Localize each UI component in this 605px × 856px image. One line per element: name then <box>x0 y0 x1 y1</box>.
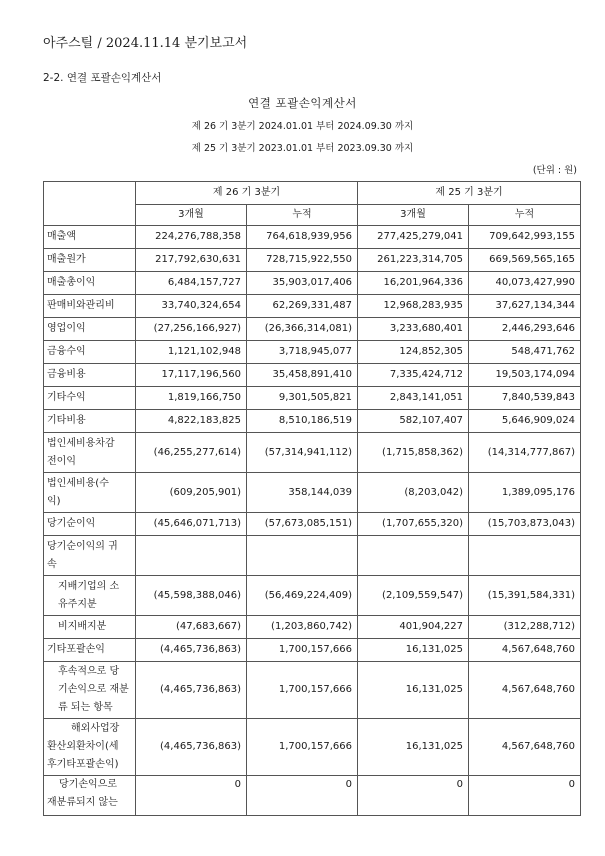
unit-label: (단위 : 원) <box>532 165 577 176</box>
row-label: 판매비와관리비 <box>44 295 136 318</box>
row-label <box>44 576 136 616</box>
cell-value: 9,301,505,821 <box>247 387 358 410</box>
cell-value: (4,465,736,863) <box>136 719 247 776</box>
table-row <box>44 364 581 387</box>
row-label: 기타비용 <box>44 410 136 433</box>
cell-value: 1,700,157,666 <box>247 662 358 719</box>
cell-value: 548,471,762 <box>469 341 581 364</box>
table-row <box>44 387 581 410</box>
cell-value: (4,465,736,863) <box>136 639 247 662</box>
header-3month-current: 3개월 <box>136 205 247 226</box>
cell-value: (4,465,736,863) <box>136 662 247 719</box>
table-row <box>44 776 581 816</box>
cell-value: (47,683,667) <box>136 616 247 639</box>
cell-value: 277,425,279,041 <box>358 226 469 249</box>
table-row <box>44 318 581 341</box>
table-row <box>44 226 581 249</box>
cell-value: 669,569,565,165 <box>469 249 581 272</box>
cell-value: 728,715,922,550 <box>247 249 358 272</box>
table-row <box>44 410 581 433</box>
row-label-line: 기손익으로 재분 <box>58 684 129 695</box>
header-corner <box>44 182 136 226</box>
cell-value: 764,618,939,956 <box>247 226 358 249</box>
table-row <box>44 513 581 536</box>
cell-value: (45,598,388,046) <box>136 576 247 616</box>
row-label-line: 후기타포괄손익) <box>47 759 119 770</box>
cell-value <box>136 536 247 576</box>
cell-value: 7,335,424,712 <box>358 364 469 387</box>
row-label: 영업이익 <box>44 318 136 341</box>
row-label-line: 후속적으로 당 <box>58 666 120 677</box>
row-label: 기타수익 <box>44 387 136 410</box>
cell-value: (46,255,277,614) <box>136 433 247 473</box>
row-label-line: 익) <box>47 495 61 507</box>
row-label <box>44 776 136 816</box>
cell-value: (57,673,085,151) <box>247 513 358 536</box>
cell-value: 12,968,283,935 <box>358 295 469 318</box>
report-header: 아주스틸 / 2024.11.14 분기보고서 <box>43 36 248 51</box>
table-row <box>44 616 581 639</box>
cell-value: 709,642,993,155 <box>469 226 581 249</box>
cell-value: (15,391,584,331) <box>469 576 581 616</box>
cell-value: 35,903,017,406 <box>247 272 358 295</box>
row-label: 매출총이익 <box>44 272 136 295</box>
cell-value: 217,792,630,631 <box>136 249 247 272</box>
row-label: 금융비용 <box>44 364 136 387</box>
cell-value: 4,567,648,760 <box>469 639 581 662</box>
cell-value: 16,131,025 <box>358 719 469 776</box>
cell-value: 17,117,196,560 <box>136 364 247 387</box>
table-row <box>44 662 581 719</box>
row-label-line: 해외사업장 <box>71 723 120 734</box>
cell-value: 16,131,025 <box>358 662 469 719</box>
row-label: 매출액 <box>44 226 136 249</box>
cell-value: (1,203,860,742) <box>247 616 358 639</box>
cell-value: (609,205,901) <box>136 473 247 513</box>
cell-value: 401,904,227 <box>358 616 469 639</box>
table-row <box>44 341 581 364</box>
cell-value: 0 <box>136 776 247 816</box>
cell-value <box>247 536 358 576</box>
cell-value: (1,707,655,320) <box>358 513 469 536</box>
period-current: 제 26 기 3분기 2024.01.01 부터 2024.09.30 까지 <box>191 121 414 132</box>
cell-value: (57,314,941,112) <box>247 433 358 473</box>
row-label: 금융수익 <box>44 341 136 364</box>
cell-value: 16,131,025 <box>358 639 469 662</box>
row-label-line: 당기손익으로 <box>59 779 117 790</box>
table-row <box>44 473 581 513</box>
cell-value: 40,073,427,990 <box>469 272 581 295</box>
period-prior: 제 25 기 3분기 2023.01.01 부터 2023.09.30 까지 <box>191 143 414 154</box>
cell-value: (26,366,314,081) <box>247 318 358 341</box>
table-row <box>44 719 581 776</box>
cell-value: 37,627,134,344 <box>469 295 581 318</box>
cell-value: 0 <box>469 776 581 816</box>
row-label <box>44 473 136 513</box>
row-label-line: 지배기업의 소 <box>58 580 120 592</box>
cell-value: 1,819,166,750 <box>136 387 247 410</box>
cell-value: 7,840,539,843 <box>469 387 581 410</box>
row-label <box>44 536 136 576</box>
cell-value: 124,852,305 <box>358 341 469 364</box>
row-label-line: 재분류되지 않는 <box>47 797 118 808</box>
cell-value: 1,700,157,666 <box>247 719 358 776</box>
row-label-line: 당기순이익의 귀 <box>47 540 118 552</box>
cell-value: 0 <box>358 776 469 816</box>
cell-value: 0 <box>247 776 358 816</box>
table-row <box>44 249 581 272</box>
row-label-line: 환산외환차이(세 <box>47 741 119 752</box>
table-row <box>44 272 581 295</box>
cell-value: 1,700,157,666 <box>247 639 358 662</box>
cell-value: 2,446,293,646 <box>469 318 581 341</box>
row-label-line: 법인세비용차감 <box>47 437 115 449</box>
cell-value: 6,484,157,727 <box>136 272 247 295</box>
table-row <box>44 433 581 473</box>
cell-value: 4,567,648,760 <box>469 662 581 719</box>
cell-value: 8,510,186,519 <box>247 410 358 433</box>
header-cumulative-current: 누적 <box>247 205 358 226</box>
cell-value: (15,703,873,043) <box>469 513 581 536</box>
header-row-groups <box>44 182 581 205</box>
cell-value: 5,646,909,024 <box>469 410 581 433</box>
row-label: 비지배지분 <box>44 616 136 639</box>
header-cumulative-prior: 누적 <box>469 205 581 226</box>
row-label-line: 유주지분 <box>58 598 97 610</box>
cell-value: 1,121,102,948 <box>136 341 247 364</box>
row-label: 매출원가 <box>44 249 136 272</box>
table-row <box>44 639 581 662</box>
row-label-line: 류 되는 항목 <box>58 702 113 713</box>
table-row <box>44 576 581 616</box>
cell-value: (312,288,712) <box>469 616 581 639</box>
statement-title: 연결 포괄손익계산서 <box>248 96 357 110</box>
row-label <box>44 662 136 719</box>
cell-value: 62,269,331,487 <box>247 295 358 318</box>
cell-value: (1,715,858,362) <box>358 433 469 473</box>
cell-value: 35,458,891,410 <box>247 364 358 387</box>
header-3month-prior: 3개월 <box>358 205 469 226</box>
header-group-prior: 제 25 기 3분기 <box>358 182 581 205</box>
row-label-line: 속 <box>47 558 57 570</box>
cell-value <box>469 536 581 576</box>
row-label <box>44 719 136 776</box>
cell-value: 358,144,039 <box>247 473 358 513</box>
cell-value: 19,503,174,094 <box>469 364 581 387</box>
cell-value: 582,107,407 <box>358 410 469 433</box>
header-group-current: 제 26 기 3분기 <box>136 182 358 205</box>
cell-value: 4,567,648,760 <box>469 719 581 776</box>
income-statement-table <box>43 181 581 816</box>
cell-value: 2,843,141,051 <box>358 387 469 410</box>
cell-value: 16,201,964,336 <box>358 272 469 295</box>
cell-value: (2,109,559,547) <box>358 576 469 616</box>
cell-value: 3,718,945,077 <box>247 341 358 364</box>
cell-value: 261,223,314,705 <box>358 249 469 272</box>
cell-value: (8,203,042) <box>358 473 469 513</box>
cell-value: (45,646,071,713) <box>136 513 247 536</box>
cell-value: 224,276,788,358 <box>136 226 247 249</box>
cell-value: 1,389,095,176 <box>469 473 581 513</box>
row-label-line: 법인세비용(수 <box>47 477 109 489</box>
table-row <box>44 536 581 576</box>
cell-value: (56,469,224,409) <box>247 576 358 616</box>
row-label-line: 전이익 <box>47 455 76 467</box>
cell-value <box>358 536 469 576</box>
row-label: 기타포괄손익 <box>44 639 136 662</box>
table-row <box>44 295 581 318</box>
cell-value: (14,314,777,867) <box>469 433 581 473</box>
cell-value: 4,822,183,825 <box>136 410 247 433</box>
cell-value: (27,256,166,927) <box>136 318 247 341</box>
cell-value: 33,740,324,654 <box>136 295 247 318</box>
section-title: 2-2. 연결 포괄손익계산서 <box>43 72 162 84</box>
row-label: 당기순이익 <box>44 513 136 536</box>
row-label <box>44 433 136 473</box>
cell-value: 3,233,680,401 <box>358 318 469 341</box>
